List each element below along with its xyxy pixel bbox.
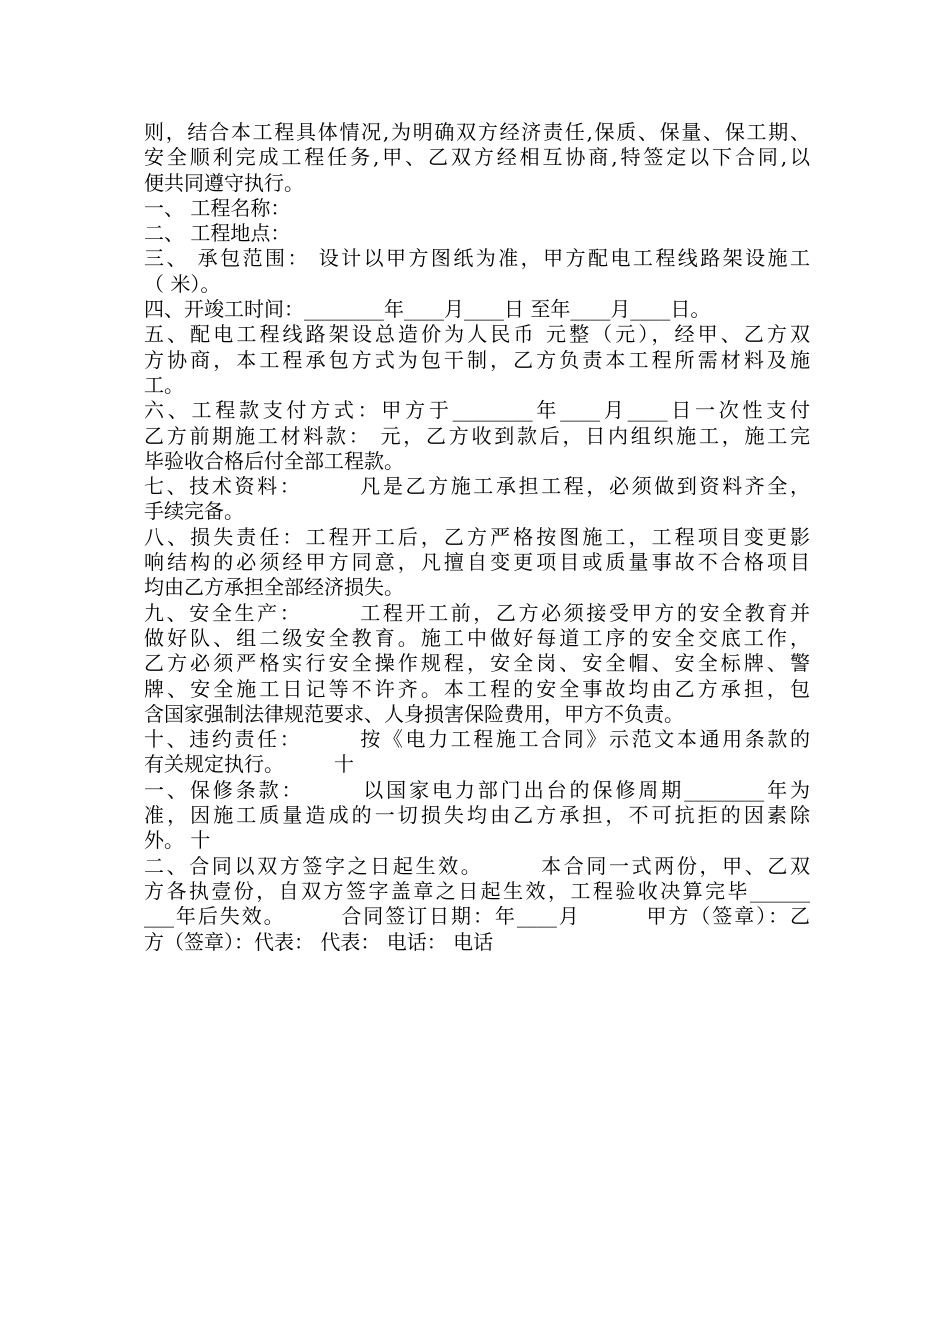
text-line: 手续完备。 bbox=[144, 499, 244, 524]
text-line: ___年后失效。 合同签订日期：年____月 甲方（签章）：乙 bbox=[144, 904, 810, 929]
text-line: 安全顺利完成工程任务,甲、乙双方经相互协商,特签定以下合同,以 bbox=[144, 145, 810, 170]
text-line: 八、损失责任：工程开工后，乙方严格按图施工，工程项目变更影 bbox=[144, 524, 810, 549]
text-line: 响结构的必须经甲方同意，凡擅自变更项目或质量事故不合格项目 bbox=[144, 550, 810, 575]
text-line: 一、 工程名称： bbox=[144, 195, 291, 220]
text-line: 便共同遵守执行。 bbox=[144, 170, 304, 195]
text-line: 外。 十 bbox=[144, 828, 211, 853]
contract-body-text bbox=[144, 120, 810, 955]
text-line: 乙方必须严格实行安全操作规程，安全岗、安全帽、安全标牌、警 bbox=[144, 651, 810, 676]
text-line: 牌、安全施工日记等不许齐。本工程的安全事故均由乙方承担，包 bbox=[144, 676, 810, 701]
text-line: （ 米）。 bbox=[144, 271, 221, 296]
text-line: 毕验收合格后付全部工程款。 bbox=[144, 448, 404, 473]
text-line: 九、安全生产： 工程开工前，乙方必须接受甲方的安全教育并 bbox=[144, 600, 810, 625]
text-line: 一、保修条款： 以国家电力部门出台的保修周期________年为 bbox=[144, 777, 810, 802]
text-line: 十、违约责任： 按《电力工程施工合同》示范文本通用条款的 bbox=[144, 727, 810, 752]
text-line: 做好队、组二级安全教育。施工中做好每道工序的安全交底工作， bbox=[144, 625, 810, 650]
text-line: 方各执壹份，自双方签字盖章之日起生效，工程验收决算完毕______ bbox=[144, 878, 810, 903]
text-line: 方（签章）：代表： 代表： 电话： 电话 bbox=[144, 929, 494, 954]
text-line: 五、配电工程线路架设总造价为人民币 元整（元），经甲、乙方双 bbox=[144, 322, 810, 347]
text-line: 方协商，本工程承包方式为包干制，乙方负责本工程所需材料及施 bbox=[144, 347, 810, 372]
text-line: 均由乙方承担全部经济损失。 bbox=[144, 575, 404, 600]
text-line: 四、开竣工时间：________年____月____日 至年____月____日。 bbox=[144, 297, 711, 322]
text-line: 二、 工程地点： bbox=[144, 221, 291, 246]
text-line: 二、合同以双方签字之日起生效。 本合同一式两份，甲、乙双 bbox=[144, 853, 810, 878]
text-line: 六、工程款支付方式：甲方于________年____月____日一次性支付 bbox=[144, 398, 810, 423]
text-line: 工。 bbox=[144, 372, 184, 397]
text-line: 含国家强制法律规范要求、人身损害保险费用，甲方不负责。 bbox=[144, 701, 684, 726]
text-line: 则，结合本工程具体情况,为明确双方经济责任,保质、保量、保工期、 bbox=[144, 120, 810, 144]
text-line: 乙方前期施工材料款： 元，乙方收到款后，日内组织施工，施工完 bbox=[144, 423, 810, 448]
text-line: 三、 承包范围： 设计以甲方图纸为准，甲方配电工程线路架设施工 bbox=[144, 246, 810, 271]
text-line: 七、技术资料： 凡是乙方施工承担工程，必须做到资料齐全， bbox=[144, 474, 810, 499]
text-line: 有关规定执行。 十 bbox=[144, 752, 354, 777]
text-line: 准，因施工质量造成的一切损失均由乙方承担，不可抗拒的因素除 bbox=[144, 803, 810, 828]
